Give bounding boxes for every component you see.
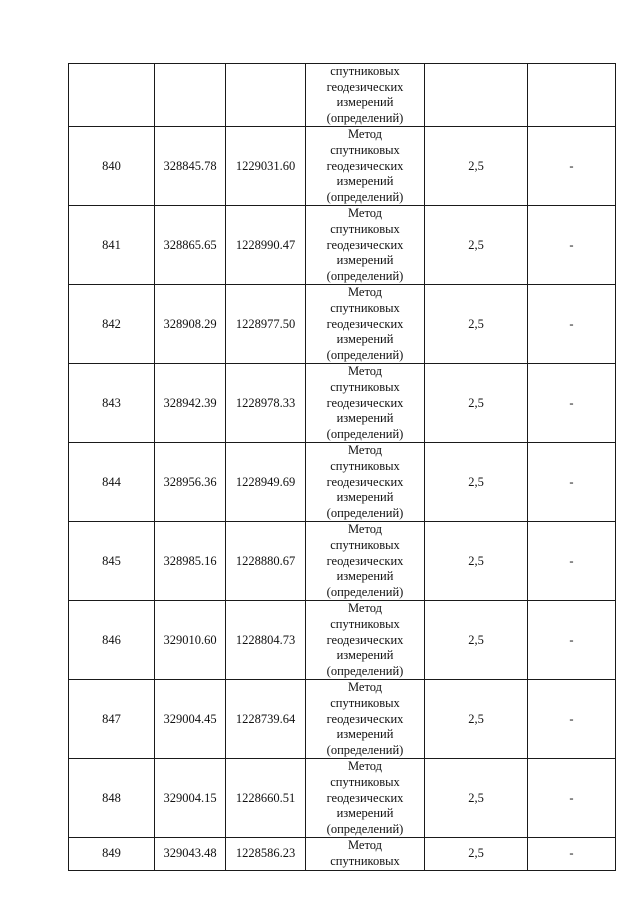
table-row	[69, 838, 616, 870]
table-row	[69, 364, 616, 443]
method-cell: Метод спутниковых геодезических измерений (определений)	[306, 364, 425, 443]
coordinate-y-cell: 1228586.23	[226, 838, 306, 870]
coordinate-y-cell	[226, 64, 306, 127]
method-cell: Метод спутниковых геодезических измерений (определений)	[306, 443, 425, 522]
accuracy-cell: 2,5	[425, 206, 528, 285]
coordinates-table-body	[69, 64, 616, 871]
note-cell	[528, 64, 616, 127]
note-cell: -	[528, 680, 616, 759]
note-cell: -	[528, 364, 616, 443]
coordinate-x-cell: 328942.39	[155, 364, 226, 443]
table-row	[69, 443, 616, 522]
note-cell: -	[528, 601, 616, 680]
accuracy-cell: 2,5	[425, 364, 528, 443]
table-row	[69, 285, 616, 364]
method-cell: Метод спутниковых геодезических измерений (определений)	[306, 285, 425, 364]
point-number-cell: 846	[69, 601, 155, 680]
method-cell: спутниковых геодезических измерений (определений)	[306, 64, 425, 127]
table-row	[69, 64, 616, 127]
point-number-cell: 847	[69, 680, 155, 759]
coordinate-x-cell	[155, 64, 226, 127]
coordinate-x-cell: 329010.60	[155, 601, 226, 680]
coordinate-y-cell: 1228880.67	[226, 522, 306, 601]
coordinate-x-cell: 328865.65	[155, 206, 226, 285]
coordinate-y-cell: 1228977.50	[226, 285, 306, 364]
coordinate-x-cell: 329004.15	[155, 759, 226, 838]
accuracy-cell: 2,5	[425, 443, 528, 522]
note-cell: -	[528, 522, 616, 601]
accuracy-cell: 2,5	[425, 285, 528, 364]
coordinate-x-cell: 328985.16	[155, 522, 226, 601]
coordinate-x-cell: 328956.36	[155, 443, 226, 522]
method-cell: Метод спутниковых геодезических измерений (определений)	[306, 759, 425, 838]
table-row	[69, 759, 616, 838]
note-cell: -	[528, 443, 616, 522]
method-cell: Метод спутниковых геодезических измерений (определений)	[306, 127, 425, 206]
coordinate-x-cell: 329004.45	[155, 680, 226, 759]
point-number-cell: 849	[69, 838, 155, 870]
coordinate-x-cell: 329043.48	[155, 838, 226, 870]
method-cell: Метод спутниковых	[306, 838, 425, 870]
coordinate-x-cell: 328845.78	[155, 127, 226, 206]
coordinate-y-cell: 1228739.64	[226, 680, 306, 759]
table-row	[69, 601, 616, 680]
coordinate-y-cell: 1228978.33	[226, 364, 306, 443]
accuracy-cell: 2,5	[425, 838, 528, 870]
note-cell: -	[528, 285, 616, 364]
point-number-cell: 845	[69, 522, 155, 601]
note-cell: -	[528, 838, 616, 870]
table-row	[69, 206, 616, 285]
table-row	[69, 680, 616, 759]
point-number-cell: 841	[69, 206, 155, 285]
accuracy-cell: 2,5	[425, 759, 528, 838]
method-cell: Метод спутниковых геодезических измерений (определений)	[306, 522, 425, 601]
coordinate-y-cell: 1228804.73	[226, 601, 306, 680]
coordinate-y-cell: 1229031.60	[226, 127, 306, 206]
method-cell: Метод спутниковых геодезических измерений (определений)	[306, 601, 425, 680]
table-row	[69, 127, 616, 206]
note-cell: -	[528, 127, 616, 206]
point-number-cell: 848	[69, 759, 155, 838]
accuracy-cell: 2,5	[425, 522, 528, 601]
coordinates-table	[68, 63, 616, 871]
accuracy-cell: 2,5	[425, 680, 528, 759]
coordinate-y-cell: 1228660.51	[226, 759, 306, 838]
table-row	[69, 522, 616, 601]
note-cell: -	[528, 759, 616, 838]
accuracy-cell: 2,5	[425, 601, 528, 680]
point-number-cell: 840	[69, 127, 155, 206]
accuracy-cell: 2,5	[425, 127, 528, 206]
method-cell: Метод спутниковых геодезических измерений (определений)	[306, 206, 425, 285]
coordinate-y-cell: 1228990.47	[226, 206, 306, 285]
method-cell: Метод спутниковых геодезических измерений (определений)	[306, 680, 425, 759]
point-number-cell: 843	[69, 364, 155, 443]
point-number-cell: 842	[69, 285, 155, 364]
point-number-cell	[69, 64, 155, 127]
accuracy-cell	[425, 64, 528, 127]
point-number-cell: 844	[69, 443, 155, 522]
coordinate-x-cell: 328908.29	[155, 285, 226, 364]
coordinate-y-cell: 1228949.69	[226, 443, 306, 522]
note-cell: -	[528, 206, 616, 285]
